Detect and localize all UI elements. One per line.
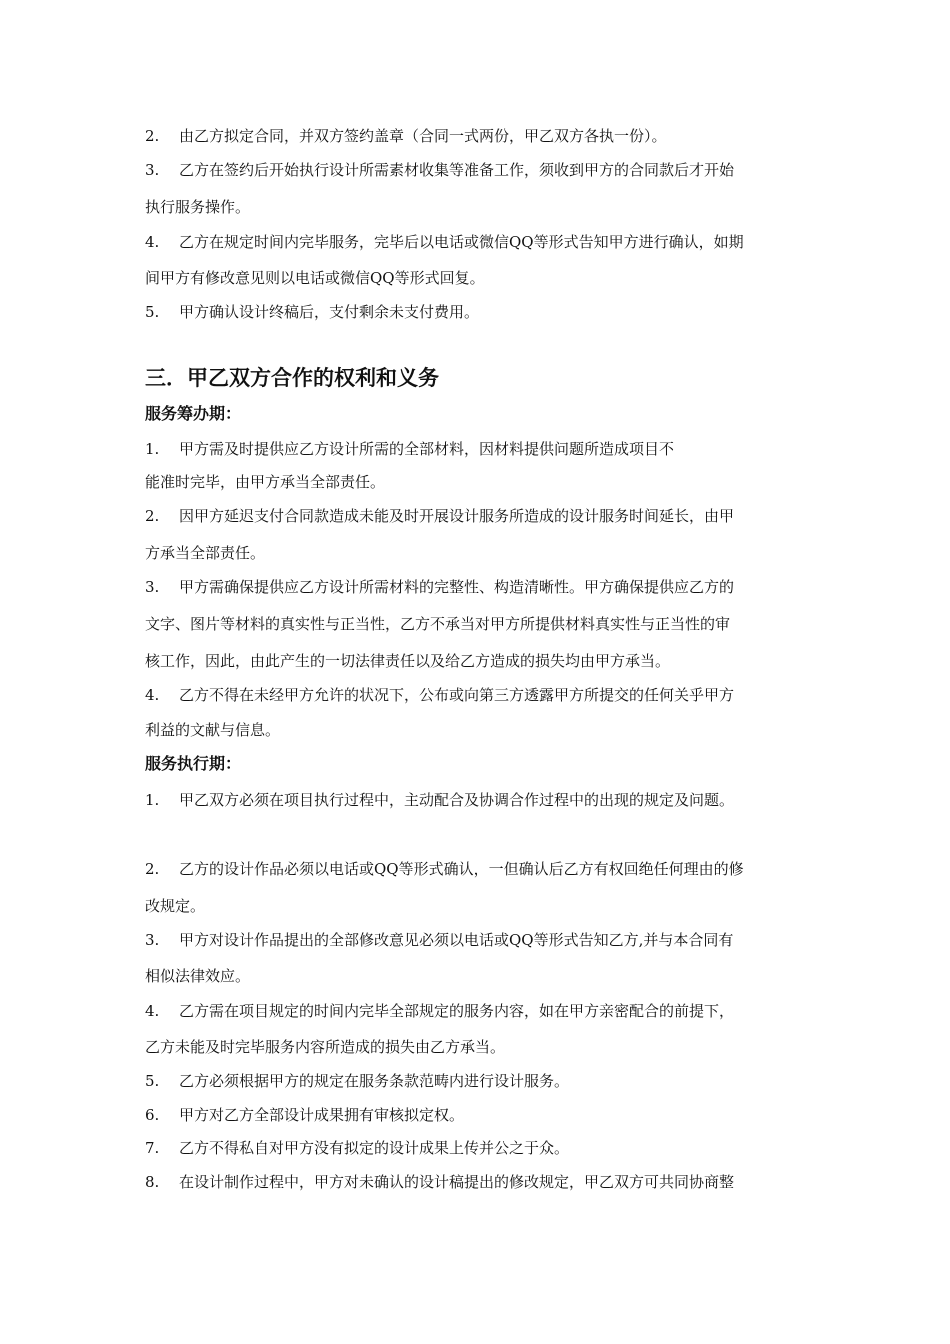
item-number: 3. (145, 161, 160, 179)
item-text: 乙方需在项目规定的时间内完毕全部规定的服务内容，如在甲方亲密配合的前提下， (179, 1002, 735, 1020)
item-text: 乙方的设计作品必须以电话或QQ等形式确认，一但确认后乙方有权回绝任何理由的修 (179, 860, 744, 878)
exec-item-8 (145, 1172, 734, 1192)
top-item-4-cont (145, 268, 485, 288)
item-text: 文字、图片等材料的真实性与正当性，乙方不承当对甲方所提供材料真实性与正当性的审 (145, 615, 731, 633)
item-text: 甲方需及时提供应乙方设计所需的全部材料，因材料提供问题所造成项目不 (179, 440, 675, 458)
item-text: 甲方确认设计终稿后，支付剩余未支付费用。 (179, 303, 480, 321)
prep-item-3-cont-2 (145, 651, 670, 671)
prep-item-3 (145, 577, 734, 597)
item-number: 5. (145, 1072, 160, 1090)
item-number: 2. (145, 507, 160, 525)
item-number: 1. (145, 791, 160, 809)
item-number: 4. (145, 233, 160, 251)
prep-item-2-cont (145, 543, 265, 563)
prep-item-2 (145, 506, 734, 526)
item-text: 改规定。 (145, 897, 206, 915)
item-text: 能准时完毕，由甲方承当全部责任。 (145, 473, 386, 491)
item-number: 3. (145, 931, 160, 949)
exec-item-6 (145, 1105, 464, 1125)
item-number: 2. (145, 127, 160, 145)
item-text: 利益的文献与信息。 (145, 721, 281, 739)
prep-item-3-cont-1 (145, 614, 730, 634)
prep-item-4 (145, 685, 734, 705)
exec-item-2 (145, 859, 744, 879)
exec-item-5 (145, 1071, 569, 1091)
section-title: 三．甲乙双方合作的权利和义务 (145, 366, 439, 390)
item-text: 甲方对乙方全部设计成果拥有审核拟定权。 (179, 1106, 465, 1124)
prep-item-4-cont (145, 720, 280, 740)
item-number: 2. (145, 860, 160, 878)
item-number: 8. (145, 1173, 160, 1191)
exec-item-3 (145, 930, 733, 950)
item-text: 甲方需确保提供应乙方设计所需材料的完整性、构造清晰性。甲方确保提供应乙方的 (179, 578, 735, 596)
item-text: 甲乙双方必须在项目执行过程中，主动配合及协调合作过程中的出现的规定及问题。 (179, 791, 735, 809)
item-text: 方承当全部责任。 (145, 544, 266, 562)
item-text: 甲方对设计作品提出的全部修改意见必须以电话或QQ等形式告知乙方,并与本合同有 (179, 931, 734, 949)
item-text: 核工作，因此，由此产生的一切法律责任以及给乙方造成的损失均由甲方承当。 (145, 652, 671, 670)
top-item-5 (145, 302, 479, 322)
item-number: 4. (145, 686, 160, 704)
item-number: 3. (145, 578, 160, 596)
item-text: 间甲方有修改意见则以电话或微信QQ等形式回复。 (145, 269, 485, 287)
top-item-4 (145, 232, 744, 252)
exec-item-3-cont (145, 966, 250, 986)
item-text: 乙方在规定时间内完毕服务，完毕后以电话或微信QQ等形式告知甲方进行确认，如期 (179, 233, 744, 251)
item-number: 7. (145, 1139, 160, 1157)
exec-period-heading: 服务执行期： (145, 754, 242, 773)
item-text: 因甲方延迟支付合同款造成未能及时开展设计服务所造成的设计服务时间延长，由甲 (179, 507, 735, 525)
item-text: 乙方不得私自对甲方没有拟定的设计成果上传并公之于众。 (179, 1139, 570, 1157)
item-number: 1. (145, 440, 160, 458)
item-text: 乙方不得在未经甲方允许的状况下，公布或向第三方透露甲方所提交的任何关乎甲方 (179, 686, 735, 704)
exec-item-1 (145, 790, 734, 810)
exec-item-4 (145, 1001, 734, 1021)
item-text: 乙方必须根据甲方的规定在服务条款范畴内进行设计服务。 (179, 1072, 570, 1090)
item-text: 在设计制作过程中，甲方对未确认的设计稿提出的修改规定，甲乙双方可共同协商整 (179, 1173, 735, 1191)
item-number: 4. (145, 1002, 160, 1020)
item-number: 5. (145, 303, 160, 321)
item-text: 相似法律效应。 (145, 967, 251, 985)
exec-item-2-cont (145, 896, 205, 916)
item-text: 乙方未能及时完毕服务内容所造成的损失由乙方承当。 (145, 1038, 506, 1056)
item-number: 6. (145, 1106, 160, 1124)
top-item-3-cont (145, 197, 250, 217)
prep-item-1-cont (145, 472, 385, 492)
top-item-3 (145, 160, 734, 180)
item-text: 执行服务操作。 (145, 198, 251, 216)
top-item-2 (145, 126, 667, 146)
item-text: 由乙方拟定合同，并双方签约盖章（合同一式两份，甲乙双方各执一份）。 (179, 127, 667, 145)
prep-item-1 (145, 439, 674, 459)
item-text: 乙方在签约后开始执行设计所需素材收集等准备工作，须收到甲方的合同款后才开始 (179, 161, 735, 179)
exec-item-4-cont (145, 1037, 505, 1057)
exec-item-7 (145, 1138, 569, 1158)
prep-period-heading: 服务筹办期： (145, 404, 242, 423)
